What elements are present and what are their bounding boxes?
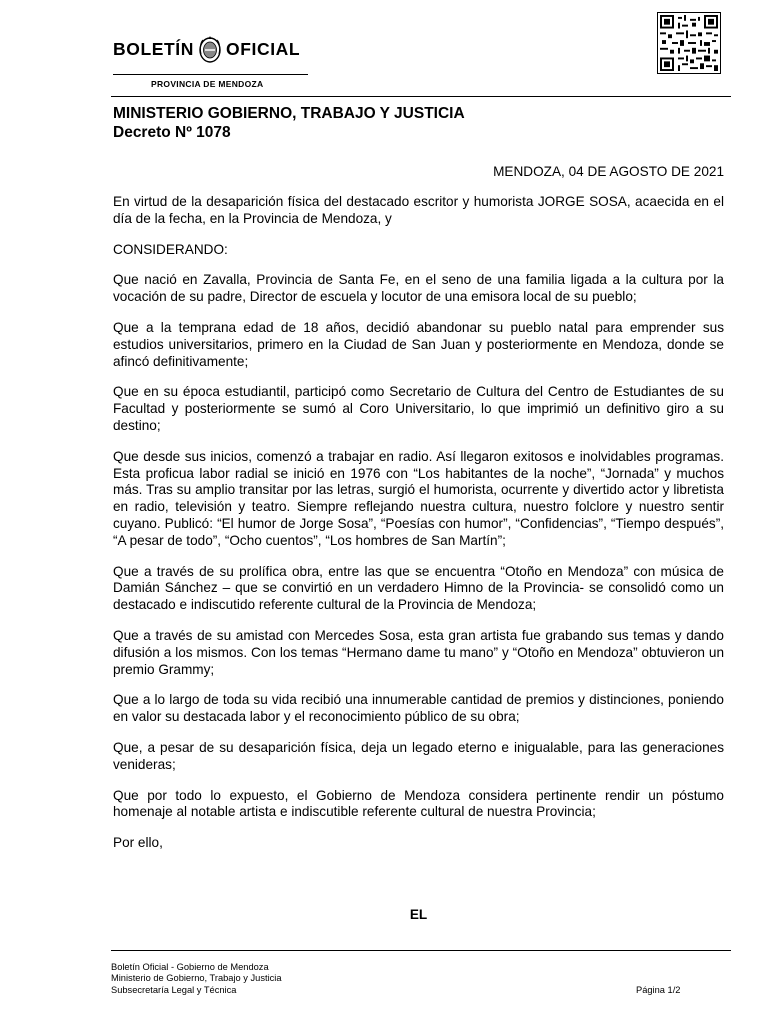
footer-line-boletin: Boletín Oficial - Gobierno de Mendoza [111, 962, 269, 972]
boletin-oficial-logo [113, 34, 313, 88]
paragraph-considerando: CONSIDERANDO: [113, 241, 228, 257]
document-body [113, 104, 724, 922]
page-footer [111, 962, 691, 996]
paragraph-studies: Que a la temprana edad de 18 años, decidió abandonar su pueblo natal para emprender sus estudios universitarios, primero en la Ciudad de San Juan y posteriormente en Mendoza, donde se afincó definitivamente; [113, 319, 724, 369]
footer-line-ministerio: Ministerio de Gobierno, Trabajo y Justicia [111, 973, 282, 984]
footer-rule [111, 950, 731, 951]
decree-number: Decreto Nº 1078 [113, 124, 231, 141]
paragraph-awards: Que a lo largo de toda su vida recibió una innumerable cantidad de premios y distinciones, poniendo en valor su destacada labor y el reconocimiento público de su obra; [113, 692, 724, 725]
paragraph-por-ello: Por ello, [113, 835, 163, 851]
provincial-seal-icon [197, 34, 223, 64]
footer-line-subsecretaria: Subsecretaría Legal y Técnica [111, 984, 237, 995]
paragraph-radio: Que desde sus inicios, comenzó a trabajar en radio. Así llegaron exitosos e inolvidables programas. Esta proficua labor radial se inició en 1976 con “Los habitantes de la noche”, “Jornada” y muchos más. Tras su amplio transitar por las letras, surgió el humorista, ocurrente y divertido actor y libretista en radio, televisión y teatro. Siempre reflejando nuestra cultura, nuestro folclore y nuestro sentir cuyano. Publicó: “El humor de Jorge Sosa”, “Poesías con humor”, “Confidencias”, “Tiempo después”, “A pesar de todo”, “Ocho cuentos”, “Los hombres de San Martín”; [113, 448, 724, 548]
paragraph-legacy: Que, a pesar de su desaparición física, deja un legado eterno e inigualable, para las generaciones venideras; [113, 739, 724, 772]
paragraph-preamble: En virtud de la desaparición física del destacado escritor y humorista JORGE SOSA, acaecida en el día de la fecha, en la Provincia de Mendoza, y [113, 194, 724, 226]
page-number: Página 1/2 [636, 985, 681, 995]
logo-rule [113, 74, 308, 75]
decree-date: MENDOZA, 04 DE AGOSTO DE 2021 [493, 164, 724, 179]
header-rule [111, 96, 731, 97]
logo-subtitle: PROVINCIA DE MENDOZA [151, 79, 264, 89]
paragraph-work: Que a través de su prolífica obra, entre las que se encuentra “Otoño en Mendoza” con música de Damián Sánchez – que se convirtió en un verdadero Himno de la Provincia- se consolidó como un destacado e indiscutido referente cultural de la Provincia de Mendoza; [113, 563, 724, 613]
paragraph-student-era: Que en su época estudiantil, participó como Secretario de Cultura del Centro de Estudiantes de su Facultad y posteriormente se sumó al Coro Universitario, lo que imprimió un definitivo giro a su destino; [113, 384, 724, 433]
paragraph-birth: Que nació en Zavalla, Provincia de Santa Fe, en el seno de una familia ligada a la cultura por la vocación de su padre, Director de escuela y locutor de una emisora local de su pueblo; [113, 272, 724, 305]
paragraph-homage: Que por todo lo expuesto, el Gobierno de Mendoza considera pertinente rendir un póstumo homenaje al notable artista e indiscutible referente cultural de nuestra Provincia; [113, 787, 724, 820]
logo-word-left: BOLETÍN [113, 39, 195, 59]
qr-code-icon [657, 12, 721, 74]
ministry-title: MINISTERIO GOBIERNO, TRABAJO Y JUSTICIA [113, 105, 465, 122]
page-header [0, 0, 768, 100]
closing-heading: EL [409, 907, 428, 922]
logo-word-right: OFICIAL [226, 39, 301, 59]
paragraph-mercedes-sosa: Que a través de su amistad con Mercedes Sosa, esta gran artista fue grabando sus temas y dando difusión a los mismos. Con los temas “Hermano dame tu mano” y “Otoño en Mendoza” obtuvieron un premio Grammy; [113, 627, 724, 677]
